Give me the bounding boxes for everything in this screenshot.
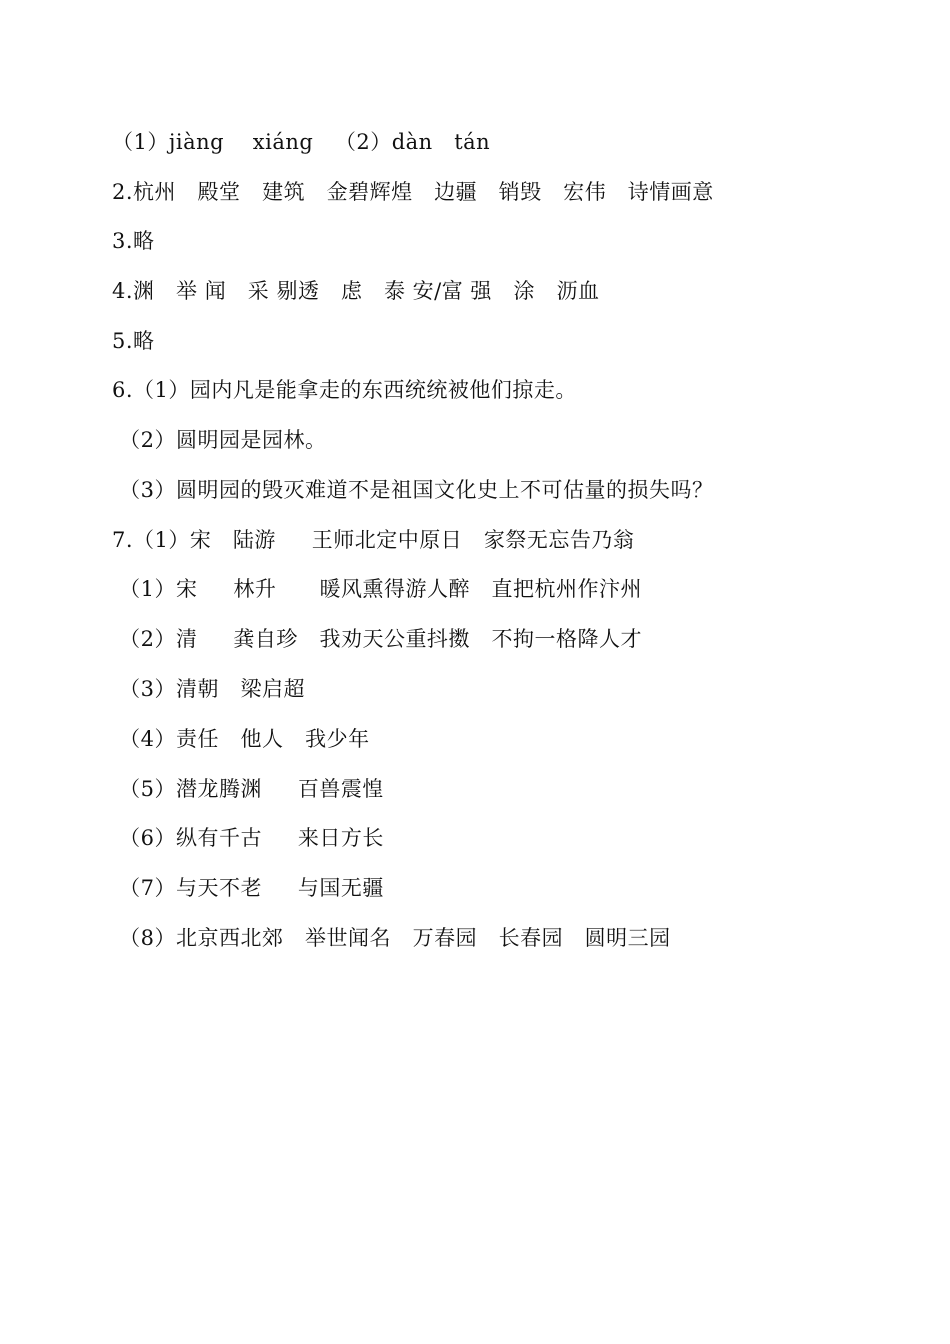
answer-line-3: 3.略 bbox=[112, 229, 155, 253]
answer-line-7-1: 7.（1）宋 陆游 王师北定中原日 家祭无忘告乃翁 bbox=[112, 528, 635, 552]
answer-line-7-6: （6）纵有千古 来日方长 bbox=[112, 826, 384, 850]
answer-line-7-4: （4）责任 他人 我少年 bbox=[112, 727, 370, 751]
answer-line-6-3: （3）圆明园的毁灭难道不是祖国文化史上不可估量的损失吗？ bbox=[112, 478, 714, 502]
answer-line-7-8: （8）北京西北郊 举世闻名 万春园 长春园 圆明三园 bbox=[112, 926, 671, 950]
answer-line-6-2: （2）圆明园是园林。 bbox=[112, 428, 327, 452]
answer-line-pinyin: （1）jiàng xiáng （2）dàn tán bbox=[112, 130, 491, 154]
answer-line-7-7: （7）与天不老 与国无疆 bbox=[112, 876, 384, 900]
answer-line-7-2: （2）清 龚自珍 我劝天公重抖擞 不拘一格降人才 bbox=[112, 627, 642, 651]
answer-line-5: 5.略 bbox=[112, 329, 155, 353]
answer-line-4: 4.渊 举 闻 采 剔透 虑 泰 安/富 强 涂 沥血 bbox=[112, 279, 600, 303]
answer-line-6-1: 6.（1）园内凡是能拿走的东西统统被他们掠走。 bbox=[112, 378, 577, 402]
answer-line-7-1b: （1）宋 林升 暖风熏得游人醉 直把杭州作汴州 bbox=[112, 577, 642, 601]
answer-line-7-5: （5）潜龙腾渊 百兽震惶 bbox=[112, 777, 384, 801]
answer-line-2: 2.杭州 殿堂 建筑 金碧辉煌 边疆 销毁 宏伟 诗情画意 bbox=[112, 180, 714, 204]
answer-line-7-3: （3）清朝 梁启超 bbox=[112, 677, 306, 701]
